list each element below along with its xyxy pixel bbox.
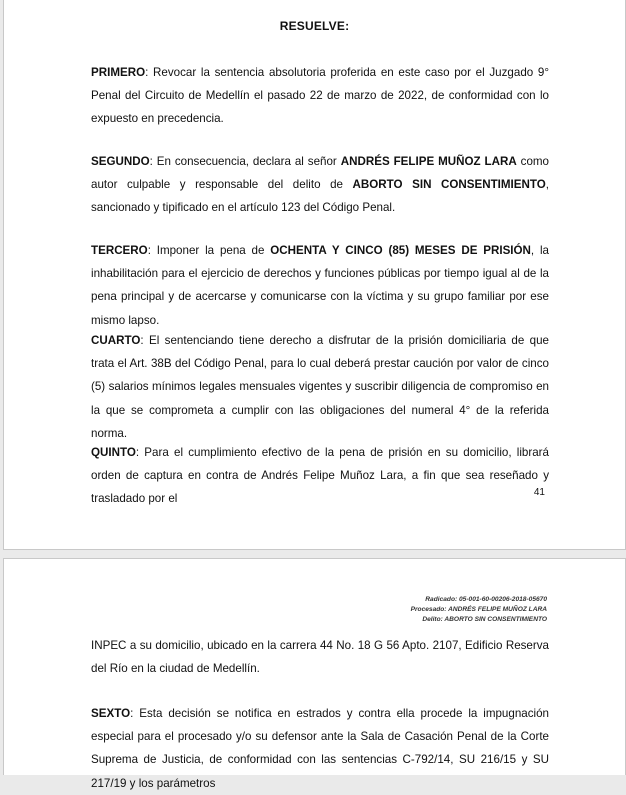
section-title: RESUELVE:: [279, 19, 350, 33]
page-number: 41: [533, 487, 545, 498]
paragraph-text: , sancionado y tipificado en el artículo 123 del Código Penal.: [91, 178, 550, 215]
document-page-41: [3, 0, 626, 550]
paragraph-label: PRIMERO: [91, 66, 146, 79]
paragraph-text: : Para el cumplimiento efectivo de la pena de prisión en su domicilio, librará orden de captura en contra de Andrés Felipe Muñoz Lara, a fin que sea reseñado y trasladado por el: [91, 446, 549, 506]
case-delito: Delito: ABORTO SIN CONSENTIMIENTO: [422, 616, 547, 623]
paragraph-cuarto: [91, 329, 549, 445]
case-header: [411, 595, 547, 625]
paragraph-text: : Imponer la pena de: [147, 244, 271, 257]
paragraph-continuation: INPEC a su domicilio, ubicado en la carrera 44 No. 18 G 56 Apto. 2107, Edificio Reserva del Río en la ciudad de Medellín.: [91, 639, 549, 676]
paragraph-text: : En consecuencia, declara al señor: [149, 155, 341, 168]
paragraph-label: SEGUNDO: [91, 155, 150, 168]
paragraph-primero: [91, 61, 549, 131]
paragraph-label: TERCERO: [91, 244, 148, 257]
paragraph-label: SEXTO: [91, 707, 131, 720]
paragraph-label: QUINTO: [91, 446, 136, 459]
paragraph-text: como autor culpable y responsable del delito de: [91, 155, 550, 192]
case-radicado: Radicado: 05-001-60-00206-2018-05670: [425, 596, 547, 603]
paragraph-text: : Revocar la sentencia absolutoria proferida en este caso por el Juzgado 9° Penal del Circuito de Medellín el pasado 22 de marzo de 2022, de conformidad con lo expuesto en precedencia.: [91, 66, 549, 126]
crime-name: ABORTO SIN CONSENTIMIENTO: [352, 178, 546, 192]
defendant-name: ANDRÉS FELIPE MUÑOZ LARA: [340, 155, 517, 168]
paragraph-text: : Esta decisión se notifica en estrados y contra ella procede la impugnación especial para el procesado y/o su defensor ante la Sala de Casación Penal de la Corte Suprema de Justicia, de conformidad con las sentencias C-792/14, SU 216/15 y SU 217/19 y los parámetros: [91, 707, 549, 790]
document-page-42: [3, 558, 626, 790]
sentence-length: OCHENTA Y CINCO (85) MESES DE PRISIÓN: [270, 244, 531, 257]
paragraph-tercero: [91, 239, 549, 332]
paragraph-text: , la inhabilitación para el ejercicio de derechos y funciones públicas por tiempo igual al de la pena principal y de acercarse y comunicarse con la víctima y su grupo familiar por ese mismo lapso.: [91, 244, 549, 327]
case-procesado: Procesado: ANDRÉS FELIPE MUÑOZ LARA: [410, 606, 547, 613]
paragraph-label: CUARTO: [91, 334, 141, 347]
paragraph-text: : El sentenciando tiene derecho a disfrutar de la prisión domiciliaria de que trata el Art. 38B del Código Penal, para lo cual deberá prestar caución por valor de cinco (5) salarios mínimos legales mensuales vigentes y suscribir diligencia de compromiso en la que se comprometa a cumplir con las obligaciones del numeral 4° de la referida norma.: [91, 334, 549, 440]
paragraph-segundo: [91, 150, 549, 220]
paragraph-quinto: [91, 441, 549, 511]
paragraph-sexto: [91, 702, 549, 795]
